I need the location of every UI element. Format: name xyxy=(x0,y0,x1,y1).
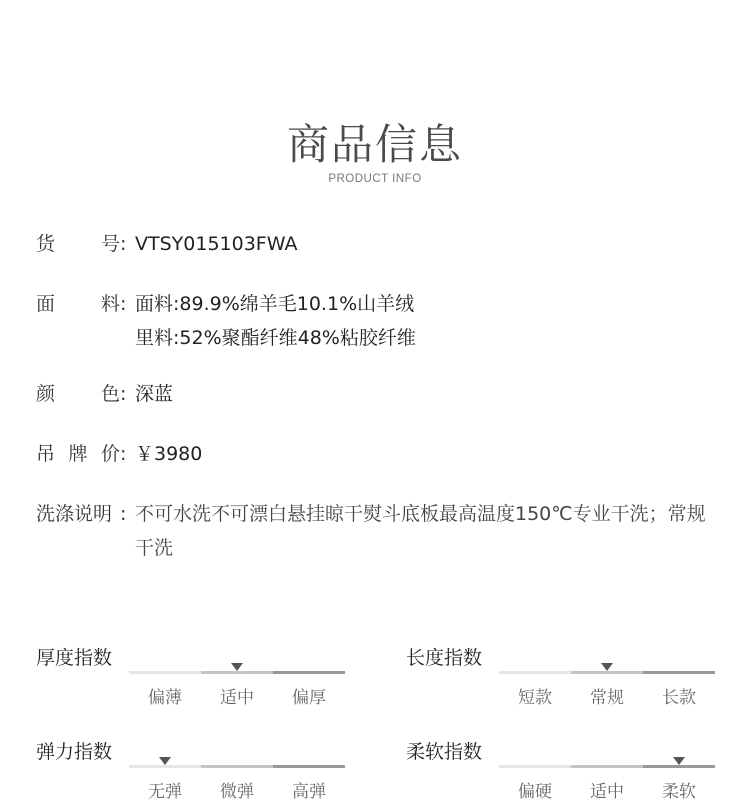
gauge-thickness-title: 厚度指数 xyxy=(36,647,113,669)
gauge-softness-marker-icon xyxy=(673,757,685,765)
item-no-value: VTSY015103FWA xyxy=(135,233,298,255)
gauge-softness-option: 柔软 xyxy=(662,782,696,802)
section-subtitle: PRODUCT INFO xyxy=(328,173,422,185)
gauge-length-marker-icon xyxy=(601,663,613,671)
gauge-length-segment xyxy=(499,671,571,674)
price-label: 吊 牌 价 xyxy=(36,443,120,465)
gauge-thickness-option: 偏厚 xyxy=(292,688,326,708)
gauge-thickness-segment xyxy=(129,671,201,674)
gauge-length-segment xyxy=(643,671,715,674)
gauge-length-segment xyxy=(571,671,643,674)
gauge-thickness-segment xyxy=(201,671,273,674)
gauge-elasticity-marker-icon xyxy=(159,757,171,765)
gauge-elasticity-option: 高弹 xyxy=(292,782,326,802)
gauge-elasticity-segment xyxy=(273,765,345,768)
gauge-softness-segment xyxy=(643,765,715,768)
color-value: 深蓝 xyxy=(135,383,174,405)
section-title: 商品信息 xyxy=(286,120,463,169)
gauge-length-option: 长款 xyxy=(662,688,696,708)
gauge-length-option: 短款 xyxy=(518,688,552,708)
wash-value: 不可水洗不可漂白悬挂晾干熨斗底板最高温度150℃专业干洗；常规干洗 xyxy=(135,503,706,559)
gauge-thickness-marker-icon xyxy=(231,663,243,671)
fabric-lining: 里料:52%聚酯纤维48%粘胶纤维 xyxy=(135,327,416,349)
fabric-outer: 面料:89.9%绵羊毛10.1%山羊绒 xyxy=(135,293,415,315)
gauge-thickness-segment xyxy=(273,671,345,674)
gauge-softness-option: 偏硬 xyxy=(518,782,552,802)
gauge-length-title: 长度指数 xyxy=(406,647,483,669)
gauge-thickness xyxy=(36,643,356,708)
gauge-elasticity-segment xyxy=(129,765,201,768)
fabric-value xyxy=(135,287,715,355)
gauge-elasticity-option: 微弹 xyxy=(220,782,254,802)
color-label: 颜 色 xyxy=(36,383,120,405)
wash-label: 洗涤说明 xyxy=(36,503,113,525)
gauge-elasticity-option: 无弹 xyxy=(148,782,182,802)
gauge-elasticity xyxy=(36,737,356,802)
gauge-softness-segment xyxy=(499,765,571,768)
gauge-softness-option: 适中 xyxy=(590,782,624,802)
gauge-elasticity-segment xyxy=(201,765,273,768)
fabric-label: 面 料 xyxy=(36,293,120,315)
gauge-softness-segment xyxy=(571,765,643,768)
gauge-thickness-option: 适中 xyxy=(220,688,254,708)
gauge-softness-title: 柔软指数 xyxy=(406,741,483,763)
gauge-softness xyxy=(406,737,726,802)
gauge-length-option: 常规 xyxy=(590,688,624,708)
gauge-thickness-option: 偏薄 xyxy=(148,688,182,708)
gauge-length xyxy=(406,643,726,708)
item-no-label: 货 号 xyxy=(36,233,120,255)
gauge-elasticity-title: 弹力指数 xyxy=(36,741,113,763)
price-value: ￥3980 xyxy=(135,443,203,465)
